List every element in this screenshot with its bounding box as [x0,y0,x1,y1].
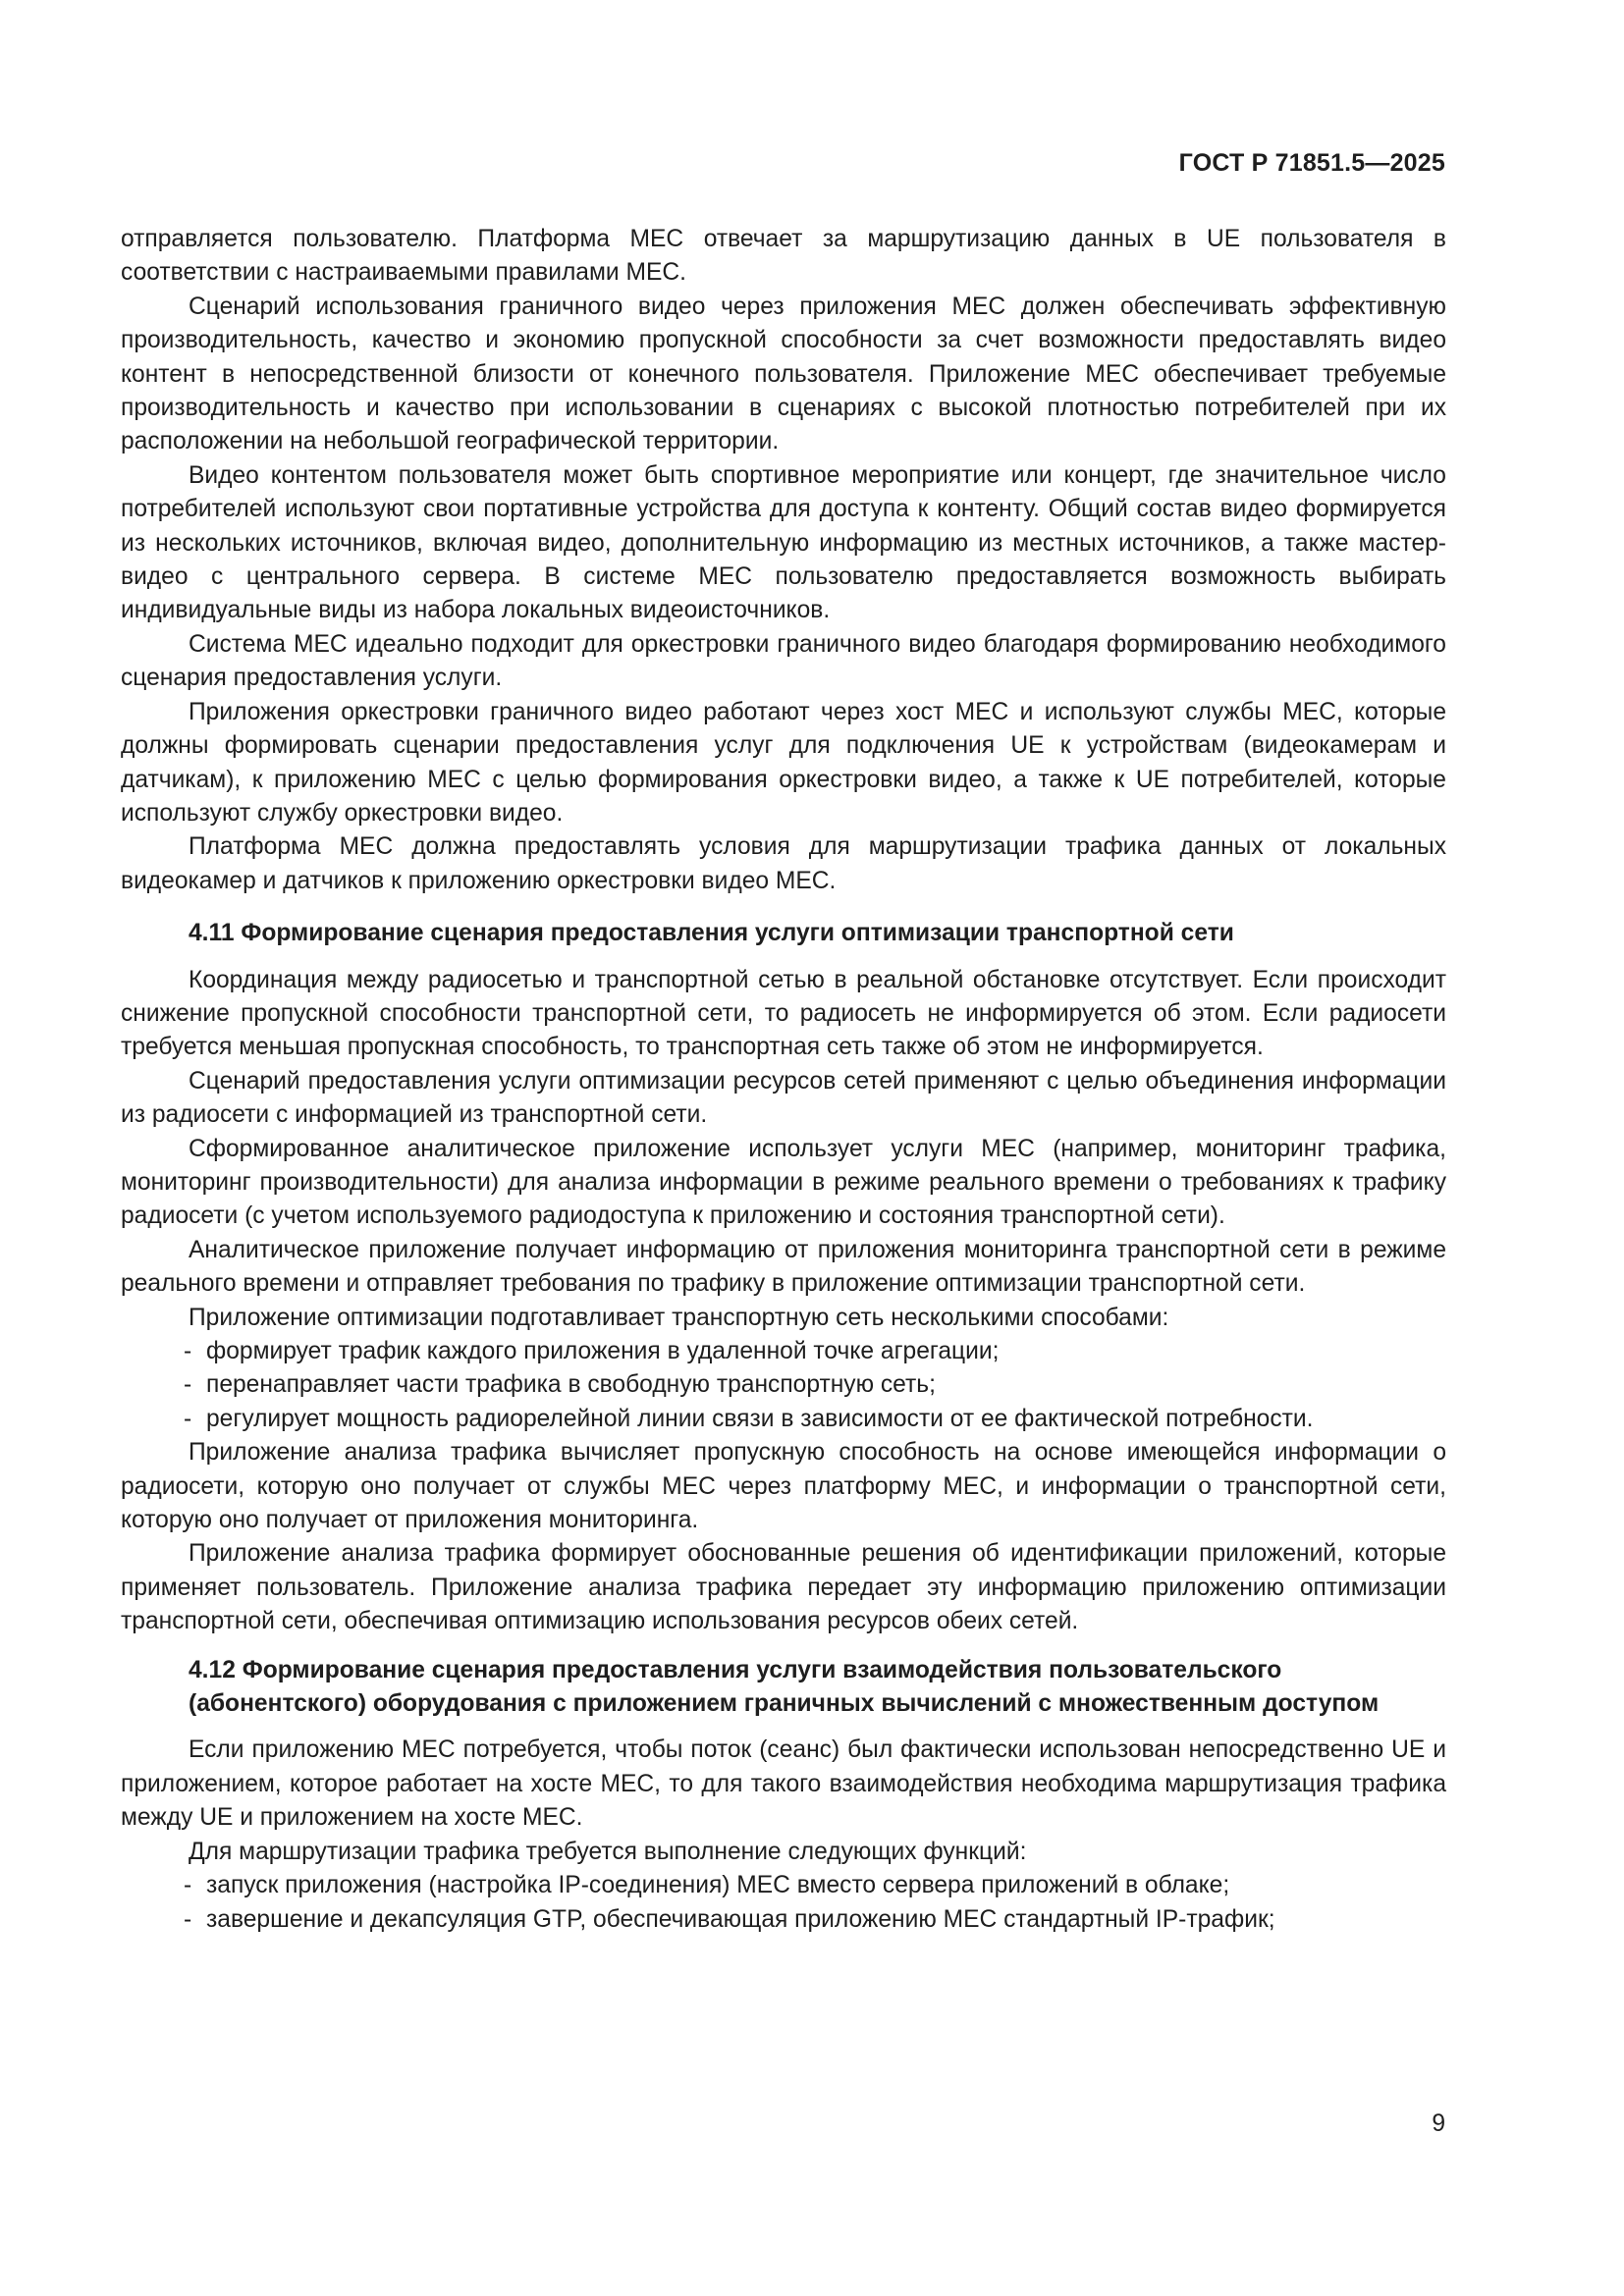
dash-marker: - [184,1338,192,1364]
paragraph: Система MEC идеально подходит для оркестровки граничного видео благодаря формированию необходимого сценария предоставления услуги. [121,630,1446,692]
paragraph: Сформированное аналитическое приложение использует услуги MEC (например, мониторинг трафика, мониторинг производительности) для анализа информации в режиме реального времени о требованиях к трафику радиосети (с учетом используемого радиодоступа к приложению и состояния транспортной сети). [121,1135,1446,1230]
dash-marker: - [184,1872,192,1899]
list-item-text: запуск приложения (настройка IP-соединения) MEC вместо сервера приложений в облаке; [206,1872,1230,1899]
list-item [121,1335,1446,1368]
paragraph: Сценарий использования граничного видео через приложения MEC должен обеспечивать эффективную производительность, качество и экономию пропускной способности за счет возможности предоставлять видео контент в непосредственной близости от конечного пользователя. Приложение MEC обеспечивает требуемые производительность и качество при использовании в сценариях с высокой плотностью потребителей при их расположении на небольшой географической территории. [121,293,1446,455]
list-item-text: перенаправляет части трафика в свободную транспортную сеть; [206,1371,936,1399]
paragraph: Координация между радиосетью и транспортной сетью в реальной обстановке отсутствует. Если происходит снижение пропускной способности транспортной сети, то радиосеть не информируется об этом. Если радиосети требуется меньшая пропускная способность, то транспортная сеть также об этом не информируется. [121,966,1446,1061]
list-item-text: регулирует мощность радиорелейной линии связи в зависимости от ее фактической потребности. [206,1405,1314,1432]
paragraph: Если приложению MEC потребуется, чтобы поток (сеанс) был фактически использован непосредственно UE и приложением, которое работает на хосте MEC, то для такого взаимодействия необходима маршрутизация трафика между UE и приложением на хосте MEC. [121,1736,1446,1832]
paragraph: Приложение анализа трафика формирует обоснованные решения об идентификации приложений, которые применяет пользователь. Приложение анализа трафика передает эту информацию приложению оптимизации транспортной сети, обеспечивая оптимизацию использования ресурсов обеих сетей. [121,1540,1446,1635]
list-item-text: завершение и декапсуляция GTP, обеспечивающая приложению MEC стандартный IP-трафик; [206,1905,1275,1933]
list-item [121,1903,1446,1937]
document-code: ГОСТ Р 71851.5—2025 [1178,149,1445,177]
dash-marker: - [184,1405,192,1432]
page-number: 9 [1432,2110,1445,2137]
paragraph: Видео контентом пользователя может быть спортивное мероприятие или концерт, где значительное число потребителей используют свои портативные устройства для доступа к контенту. Общий состав видео формируется из нескольких источников, включая видео, дополнительную информацию из местных источников, а также мастер-видео с центрального сервера. В системе MEC пользователю предоставляется возможность выбирать индивидуальные виды из набора локальных видеоисточников. [121,461,1446,624]
paragraph: отправляется пользователю. Платформа MEC отвечает за маршрутизацию данных в UE пользователя в соответствии с настраиваемыми правилами MEC. [121,226,1446,287]
page-content [121,223,1446,1937]
paragraph: Аналитическое приложение получает информацию от приложения мониторинга транспортной сети в режиме реального времени и отправляет требования по трафику в приложение оптимизации транспортной сети. [121,1236,1446,1298]
list-item [121,1403,1446,1436]
section-heading-4-11: 4.11 Формирование сценария предоставления услуги оптимизации транспортной сети [189,920,1234,947]
section-heading-4-12: 4.12 Формирование сценария предоставления услуги взаимодействия пользовательского (абонентского) оборудования с приложением граничных вычислений с множественным доступом [189,1656,1380,1718]
dash-marker: - [184,1371,192,1399]
paragraph: Платформа MEC должна предоставлять условия для маршрутизации трафика данных от локальных видеокамер и датчиков к приложению оркестровки видео MEC. [121,833,1446,894]
bullet-list-4-12 [121,1869,1446,1937]
bullet-list-4-11 [121,1335,1446,1436]
dash-marker: - [184,1905,192,1933]
paragraph: Приложение анализа трафика вычисляет пропускную способность на основе имеющейся информации о радиосети, которую оно получает от службы MEC через платформу MEC, и информации о транспортной сети, которую оно получает от приложения мониторинга. [121,1439,1446,1534]
paragraph: Приложения оркестровки граничного видео работают через хост MEC и используют службы MEC, которые должны формировать сценарии предоставления услуг для подключения UE к устройствам (видеокамерам и датчикам), к приложению MEC с целью формирования оркестровки видео, а также к UE потребителей, которые используют службу оркестровки видео. [121,698,1446,827]
paragraph: Приложение оптимизации подготавливает транспортную сеть несколькими способами: [189,1304,1169,1331]
list-item [121,1869,1446,1902]
list-item-text: формирует трафик каждого приложения в удаленной точке агрегации; [206,1338,1000,1364]
list-item [121,1368,1446,1402]
paragraph: Для маршрутизации трафика требуется выполнение следующих функций: [189,1838,1027,1865]
paragraph: Сценарий предоставления услуги оптимизации ресурсов сетей применяют с целью объединения информации из радиосети с информацией из транспортной сети. [121,1067,1446,1129]
